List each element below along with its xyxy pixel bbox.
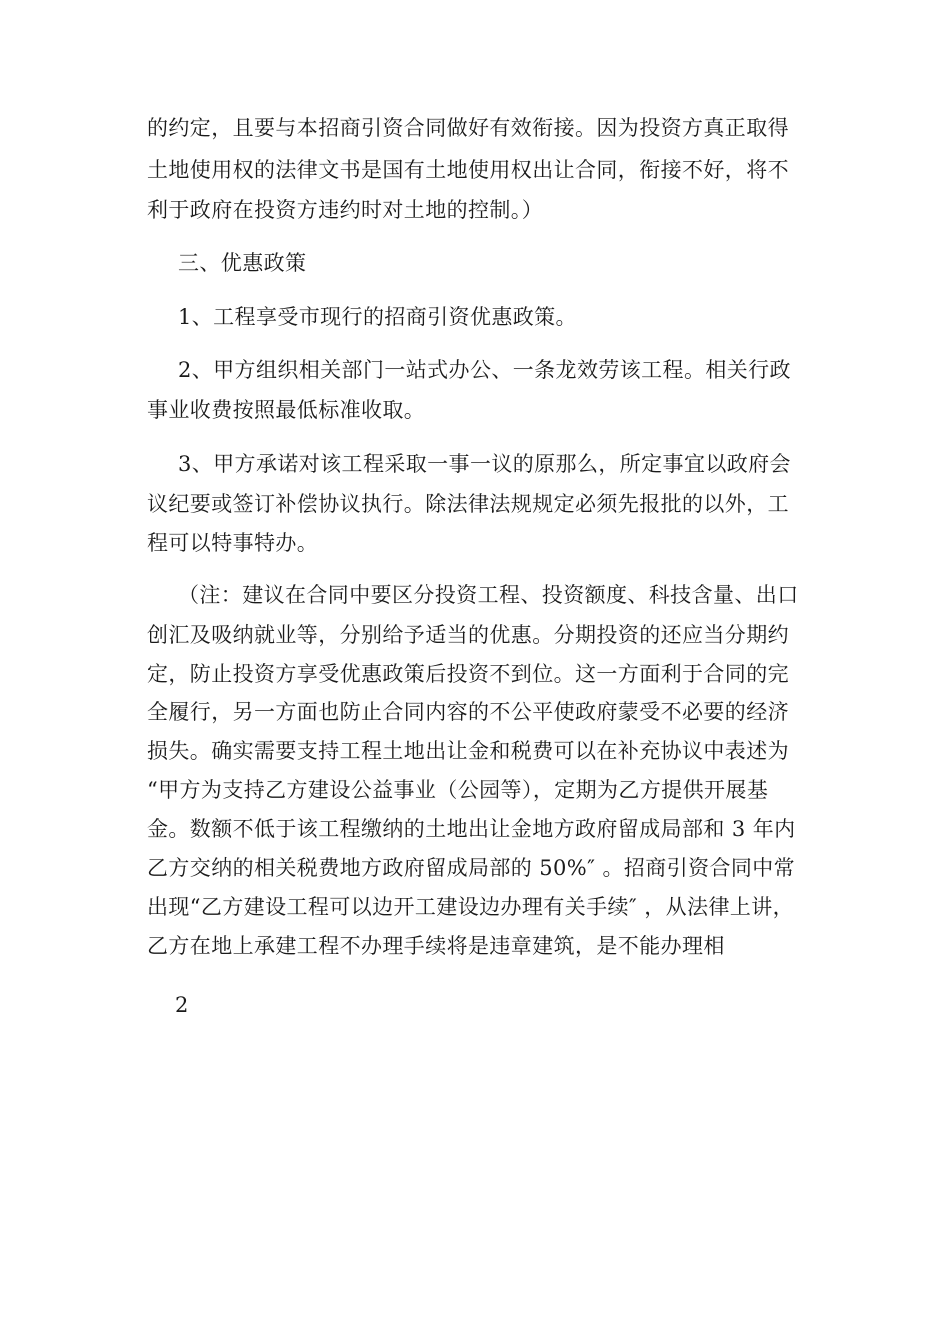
text-line: 土地使用权的法律文书是国有土地使用权出让合同，衔接不好，将不: [147, 158, 789, 182]
text-line: 1、工程享受市现行的招商引资优惠政策。: [178, 305, 577, 329]
text-line: 创汇及吸纳就业等，分别给予适当的优惠。分期投资的还应当分期约: [147, 623, 789, 647]
text-line: 损失。确实需要支持工程土地出让金和税费可以在补充协议中表述为: [147, 739, 789, 763]
text-line: 全履行，另一方面也防止合同内容的不公平使政府蒙受不必要的经济: [147, 700, 789, 724]
text-line: 事业收费按照最低标准收取。: [147, 398, 426, 422]
text-line: （注：建议在合同中要区分投资工程、投资额度、科技含量、出口: [178, 583, 799, 607]
page-number: 2: [175, 993, 189, 1017]
text-line: “甲方为支持乙方建设公益事业（公园等），定期为乙方提供开展基: [147, 778, 769, 802]
text-line: 利于政府在投资方违约时对土地的控制。）: [147, 198, 544, 222]
section-heading: 三、优惠政策: [178, 251, 307, 275]
text-line: 乙方交纳的相关税费地方政府留成局部的 50%″ 。招商引资合同中常: [147, 856, 796, 880]
text-line: 定，防止投资方享受优惠政策后投资不到位。这一方面利于合同的完: [147, 662, 789, 686]
text-line: 金。数额不低于该工程缴纳的土地出让金地方政府留成局部和 3 年内: [147, 817, 796, 841]
text-line: 程可以特事特办。: [147, 531, 319, 555]
text-line: 出现“乙方建设工程可以边开工建设边办理有关手续″ ，从法律上讲，: [147, 895, 795, 919]
text-line: 3、甲方承诺对该工程采取一事一议的原那么，所定事宜以政府会: [178, 452, 791, 476]
text-line: 乙方在地上承建工程不办理手续将是违章建筑，是不能办理相: [147, 934, 725, 958]
text-line: 2、甲方组织相关部门一站式办公、一条龙效劳该工程。相关行政: [178, 358, 791, 382]
text-line: 议纪要或签订补偿协议执行。除法律法规规定必须先报批的以外，工: [147, 492, 789, 516]
text-line: 的约定，且要与本招商引资合同做好有效衔接。因为投资方真正取得: [147, 116, 789, 140]
